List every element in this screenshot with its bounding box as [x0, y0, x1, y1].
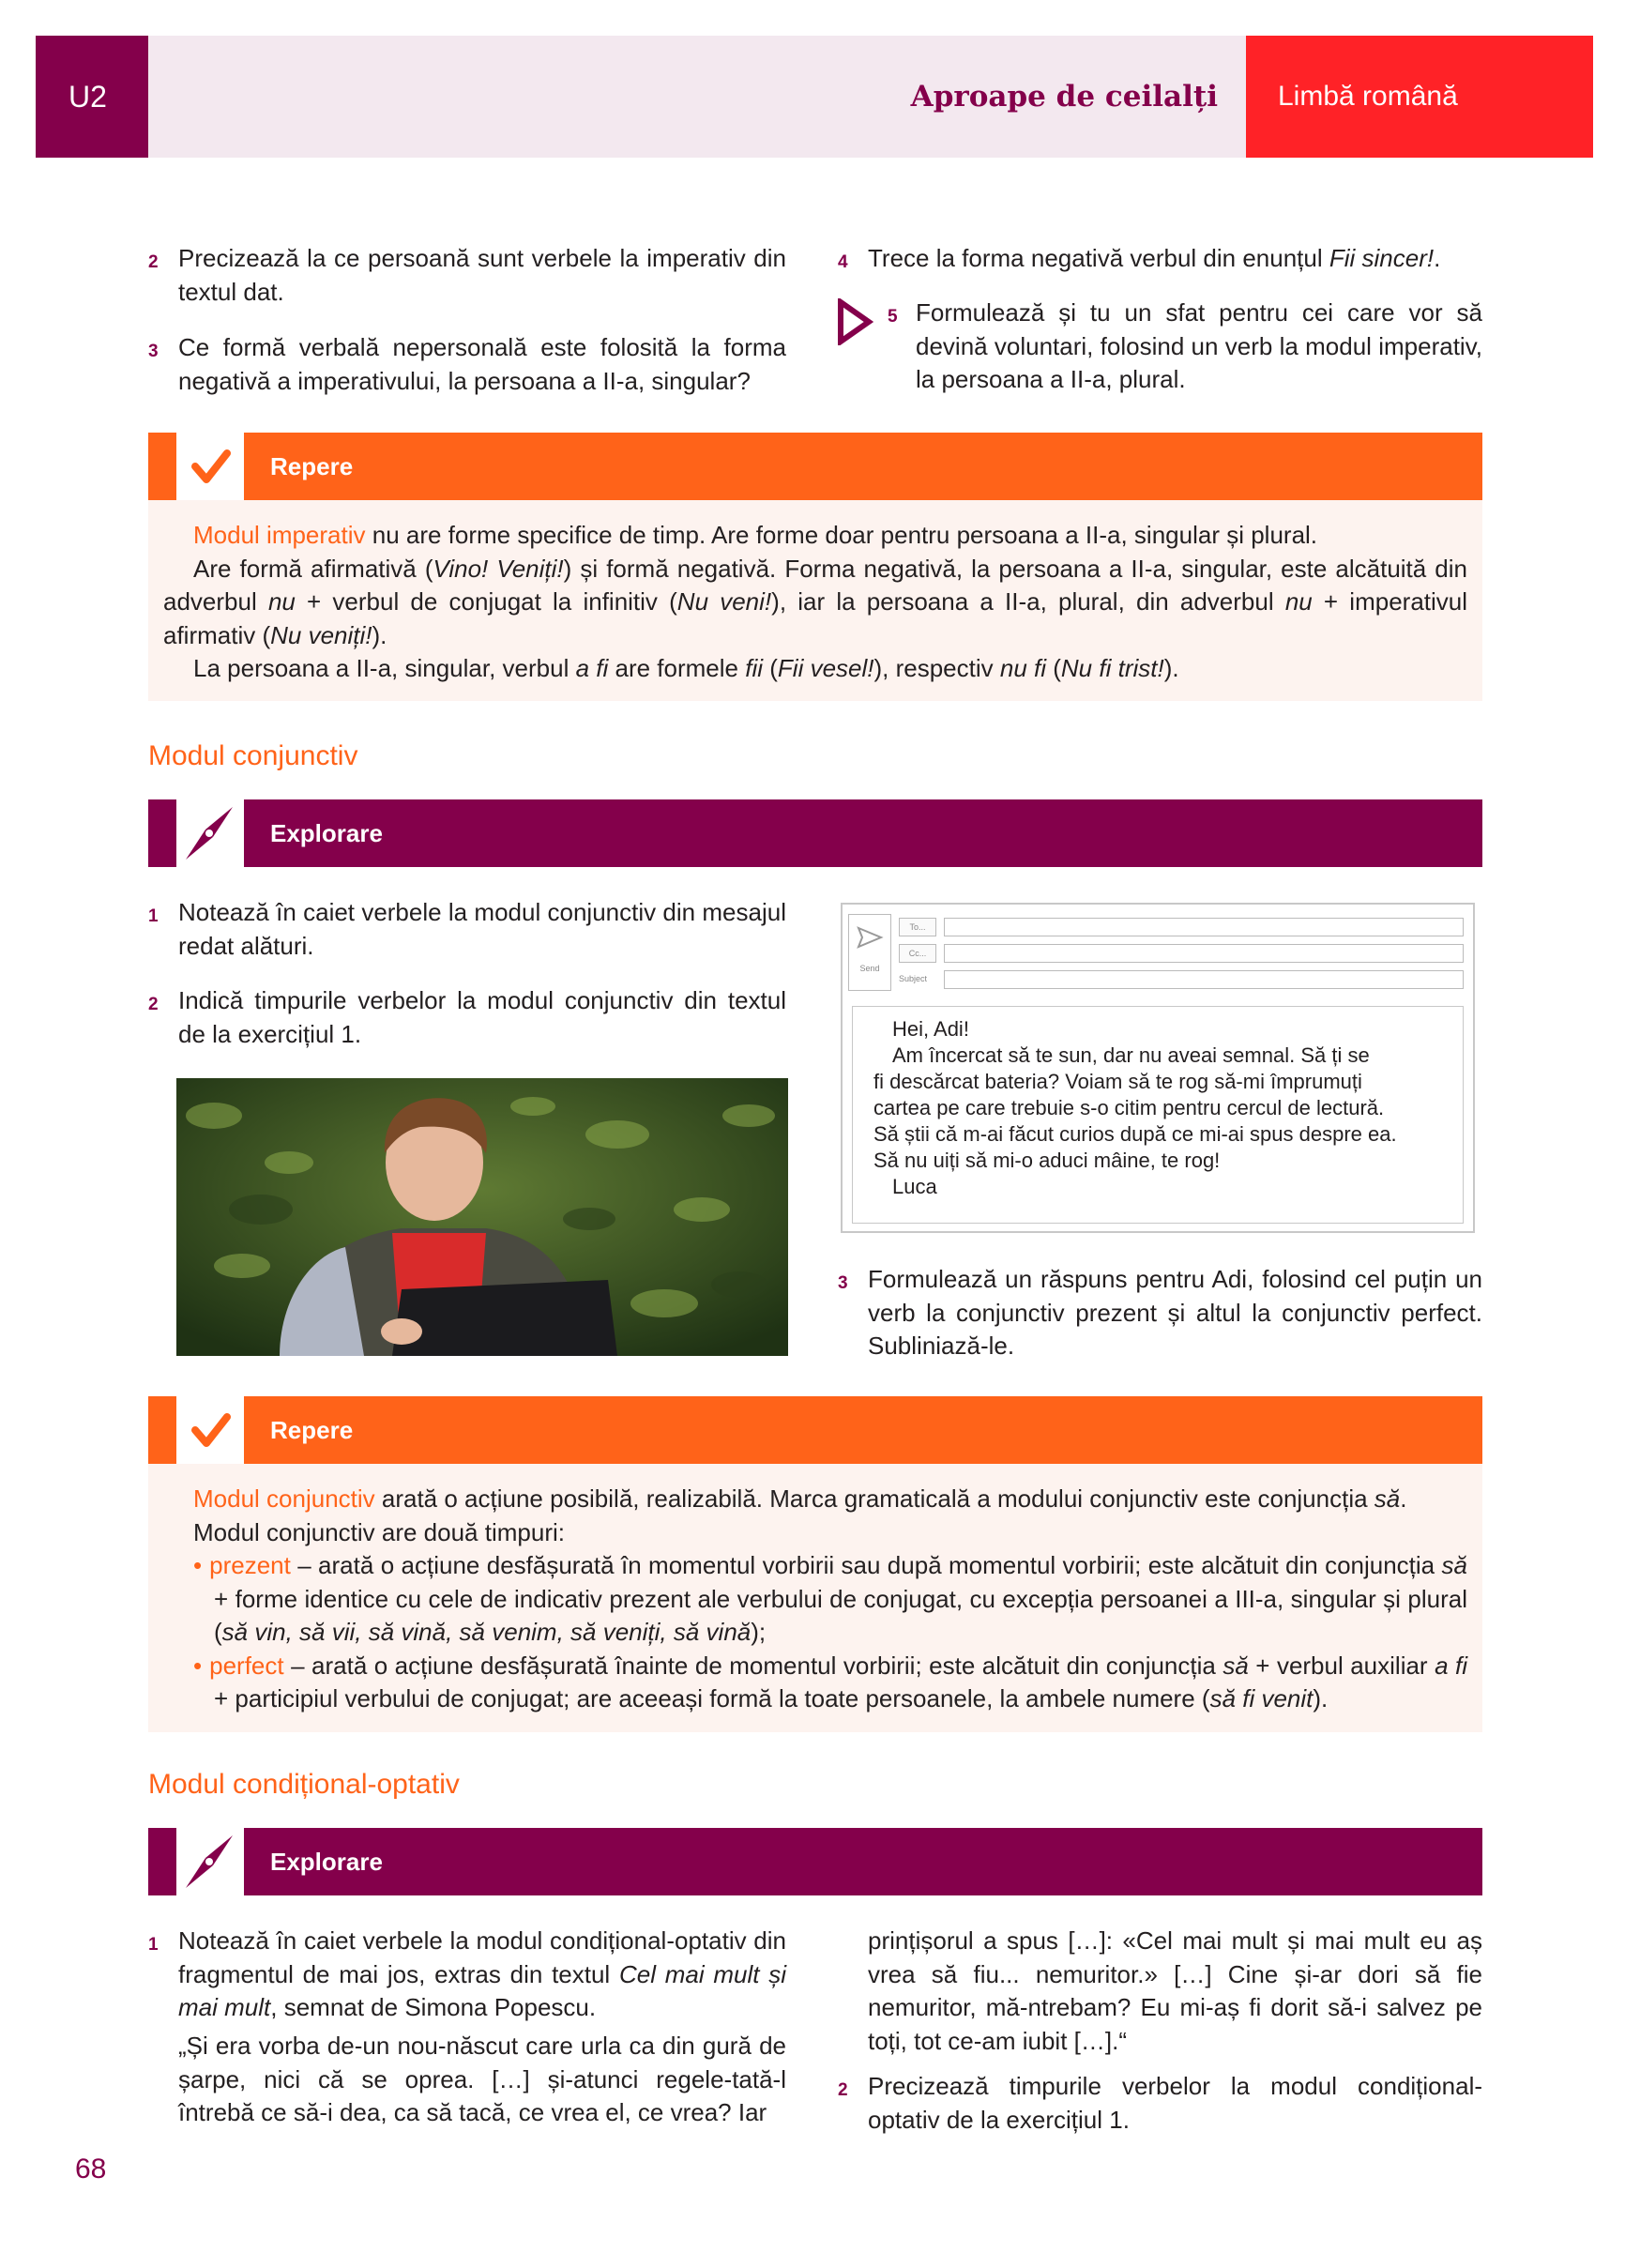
boy-with-laptop-photo — [176, 1078, 788, 1356]
send-button[interactable] — [848, 914, 891, 991]
exercise-number: 1 — [148, 906, 159, 926]
example-italic: nu — [267, 587, 296, 616]
email-line: cartea pe care trebuie s-o citim pentru cercul de lectură. — [873, 1096, 1385, 1119]
repere-text: ). — [372, 620, 387, 649]
exercise-text: Notează în caiet verbele la modul conjunctiv din mesajul redat alături. — [178, 898, 786, 960]
repere-text: + verbul de conjugat la infinitiv ( — [295, 587, 677, 616]
explorare-bar — [148, 799, 1482, 867]
exercise-number: 4 — [838, 252, 848, 272]
exercise-text-end: , semnat de Simona Popescu. — [270, 1993, 597, 2021]
repere-label: Repere — [244, 1396, 1482, 1464]
repere-text: ). — [1163, 654, 1179, 682]
example-italic: Nu veni! — [676, 587, 772, 616]
repere-text: Are formă afirmativă ( — [193, 554, 433, 583]
example-italic: a fi — [575, 654, 609, 682]
work-title: Cel mai mult și mai mult — [178, 1959, 786, 2021]
repere-text: ), iar la persoana a II-a, plural, din adverbul — [771, 587, 1285, 616]
repere-text: arată o acțiune posibilă, realizabilă. Marca gramaticală a modului conjunctiv este conjuncția — [374, 1484, 1374, 1513]
unit-label: U2 — [36, 36, 148, 158]
exercise-number: 1 — [148, 1935, 159, 1955]
email-line: Am încercat să te sun, dar nu aveai semnal. Să ți se — [892, 1043, 1370, 1067]
exercise-text: Precizează la ce persoană sunt verbele la imperativ din textul dat. — [178, 244, 786, 306]
repere-box — [148, 500, 1482, 701]
exercise-number: 3 — [148, 342, 159, 361]
term-highlight: Modul conjunctiv — [193, 1484, 375, 1513]
repere-bar — [148, 433, 1482, 500]
exercise-text-italic: Fii sincer! — [1329, 244, 1435, 272]
cc-field[interactable] — [944, 944, 1464, 963]
exercise-text-end: . — [1434, 244, 1441, 272]
example-italic: să — [1441, 1551, 1467, 1579]
exercise-text: Formulează și tu un sfat pentru cei care vor să devină voluntari, folosind un verb la modul imperativ, la persoana a II-a, plural. — [916, 298, 1482, 393]
bullet-item — [193, 1549, 1467, 1650]
exercise-number: 5 — [888, 307, 898, 327]
repere-text: nu are forme specifice de timp. Are forme doar pentru persoana a II-a, singular și plural. — [365, 521, 1318, 549]
exercise-1 — [148, 896, 786, 963]
cc-button[interactable]: Cc... — [899, 944, 936, 963]
exercise-number: 3 — [838, 1273, 848, 1293]
repere-paragraph — [163, 553, 1467, 653]
email-body[interactable] — [852, 1006, 1464, 1224]
repere-text: La persoana a II-a, singular, verbul — [193, 654, 576, 682]
explorare-label: Explorare — [244, 1828, 1482, 1895]
repere-text: ( — [763, 654, 778, 682]
quote-right: prințișorul a spus […]: «Cel mai mult și mai mult eu aș vrea să fiu... nemuritor.» […] Cine și-ar dori să fie nemuritor, mă-ntrebam? Eu mi-aș fi dorit să-i salvez pe toți, tot ce-am iubit […].“ — [868, 1926, 1482, 2055]
quote-left: „Și era vorba de-un nou-născut care urla ca din gură de șarpe, nici că se oprea. […] și-atunci regele-tată-l întrebă ce să-i dea, ca să tacă, ce vrea el, ce vrea? Iar — [178, 2032, 786, 2126]
arrow-marker-icon — [836, 298, 873, 345]
header-band — [148, 36, 1246, 158]
term-highlight: perfect — [209, 1651, 284, 1680]
repere-text: – arată o acțiune desfășurată în momentul vorbirii sau după momentul vorbirii; este alcătuit din conjuncția — [290, 1551, 1442, 1579]
exercise-text: Precizează timpurile verbelor la modul condițional-optativ de la exercițiul 1. — [868, 2072, 1482, 2134]
exercise-4 — [838, 242, 1485, 276]
example-italic: a fi — [1435, 1651, 1468, 1680]
repere-bar — [148, 1396, 1482, 1464]
repere-text: ( — [1046, 654, 1061, 682]
exercise-3 — [148, 331, 786, 398]
compass-icon — [176, 1828, 242, 1895]
repere-text: + imperativul afirmativ ( — [163, 587, 1468, 649]
example-italic: Nu fi trist! — [1060, 654, 1164, 682]
lesson-title: Aproape de ceilalți — [910, 80, 1218, 114]
example-italic: să — [1223, 1651, 1249, 1680]
repere-text: – arată o acțiune desfășurată înainte de momentul vorbirii; este alcătuit din conjuncția — [283, 1651, 1223, 1680]
exercise-2 — [148, 242, 786, 309]
repere-paragraph — [163, 519, 1467, 553]
email-signature: Luca — [892, 1175, 937, 1198]
compass-icon — [176, 799, 242, 867]
example-italic: fii — [745, 654, 764, 682]
example-italic: Fii vesel! — [777, 654, 874, 682]
exercise-number: 2 — [148, 252, 159, 272]
to-field[interactable] — [944, 918, 1464, 936]
email-line: fi descărcat bateria? Voiam să te rog să-mi împrumuți — [873, 1070, 1362, 1093]
repere-paragraph — [193, 1483, 1467, 1516]
repere-text: ) și formă negativă. Forma negativă, la persoana a II-a, singular, este alcătuită din adverbul — [163, 554, 1467, 616]
subject-label: Limbă română — [1246, 36, 1593, 158]
bullet-icon: • — [193, 1551, 203, 1579]
section-title-conditional: Modul condițional-optativ — [148, 1769, 460, 1800]
exercise-2 — [148, 984, 786, 1051]
email-greeting: Hei, Adi! — [892, 1017, 969, 1041]
repere-text: ), respectiv — [873, 654, 1000, 682]
exercise-5 — [888, 297, 1482, 397]
repere-box — [148, 1464, 1482, 1732]
repere-text: + forme identice cu cele de indicativ prezent ale verbului de conjugat, cu excepția persoanei a III-a, singular și plural ( — [214, 1584, 1467, 1646]
page-number: 68 — [75, 2154, 107, 2184]
exercise-1 — [148, 1925, 786, 2025]
exercise-2 — [838, 2070, 1482, 2137]
bullet-item — [193, 1650, 1467, 1716]
exercise-text: Indică timpurile verbelor la modul conjunctiv din textul de la exercițiul 1. — [178, 986, 786, 1048]
repere-text: . — [1400, 1484, 1407, 1513]
term-highlight: Modul imperativ — [193, 521, 366, 549]
exercise-number: 2 — [838, 2080, 848, 2100]
repere-text: are formele — [608, 654, 746, 682]
checkmark-icon — [176, 1396, 242, 1464]
repere-paragraph: Modul conjunctiv are două timpuri: — [193, 1517, 565, 1546]
exercise-3 — [838, 1263, 1482, 1363]
repere-paragraph — [163, 652, 1467, 686]
repere-text: ); — [751, 1618, 767, 1646]
repere-text: ). — [1313, 1684, 1329, 1712]
exercise-text: Ce formă verbală nepersonală este folosită la forma negativă a imperativului, la persoana a II-a, singular? — [178, 333, 786, 395]
subject-label: Subject — [899, 974, 928, 983]
email-line: Să nu uiți să mi-o aduci mâine, te rog! — [873, 1149, 1221, 1172]
section-title-conjunctiv: Modul conjunctiv — [148, 740, 358, 771]
email-line: Să știi că m-ai făcut curios după ce mi-ai spus despre ea. — [873, 1122, 1397, 1146]
term-highlight: prezent — [209, 1551, 291, 1579]
exercise-text: Formulează un răspuns pentru Adi, folosind cel puțin un verb la conjunctiv prezent și altul la conjunctiv perfect. Subliniază-le. — [868, 1265, 1482, 1360]
exercise-text: Trece la forma negativă verbul din enunțul — [868, 244, 1329, 272]
example-italic: nu fi — [999, 654, 1047, 682]
example-italic: nu — [1284, 587, 1313, 616]
subject-field[interactable] — [944, 970, 1464, 989]
example-italic: să fi venit — [1209, 1684, 1314, 1712]
repere-text: + participiul verbului de conjugat; are aceeași formă la toate persoanele, la ambele numere ( — [214, 1684, 1210, 1712]
exercise-number: 2 — [148, 995, 159, 1014]
repere-text: + verbul auxiliar — [1248, 1651, 1435, 1680]
bullet-icon: • — [193, 1651, 203, 1680]
email-window — [841, 903, 1475, 1233]
send-label: Send — [859, 964, 880, 973]
example-italic: să vin, să vii, să vină, să venim, să veniți, să vină — [221, 1618, 752, 1646]
exercise-text: Notează în caiet verbele la modul condițional-optativ din fragmentul de mai jos, extras din textul — [178, 1926, 786, 1988]
example-italic: să — [1374, 1484, 1401, 1513]
checkmark-icon — [176, 433, 242, 500]
repere-label: Repere — [244, 433, 1482, 500]
example-italic: Nu veniți! — [270, 620, 372, 649]
explorare-label: Explorare — [244, 799, 1482, 867]
example-italic: Vino! Veniți! — [433, 554, 564, 583]
explorare-bar — [148, 1828, 1482, 1895]
to-button[interactable]: To... — [899, 918, 936, 936]
